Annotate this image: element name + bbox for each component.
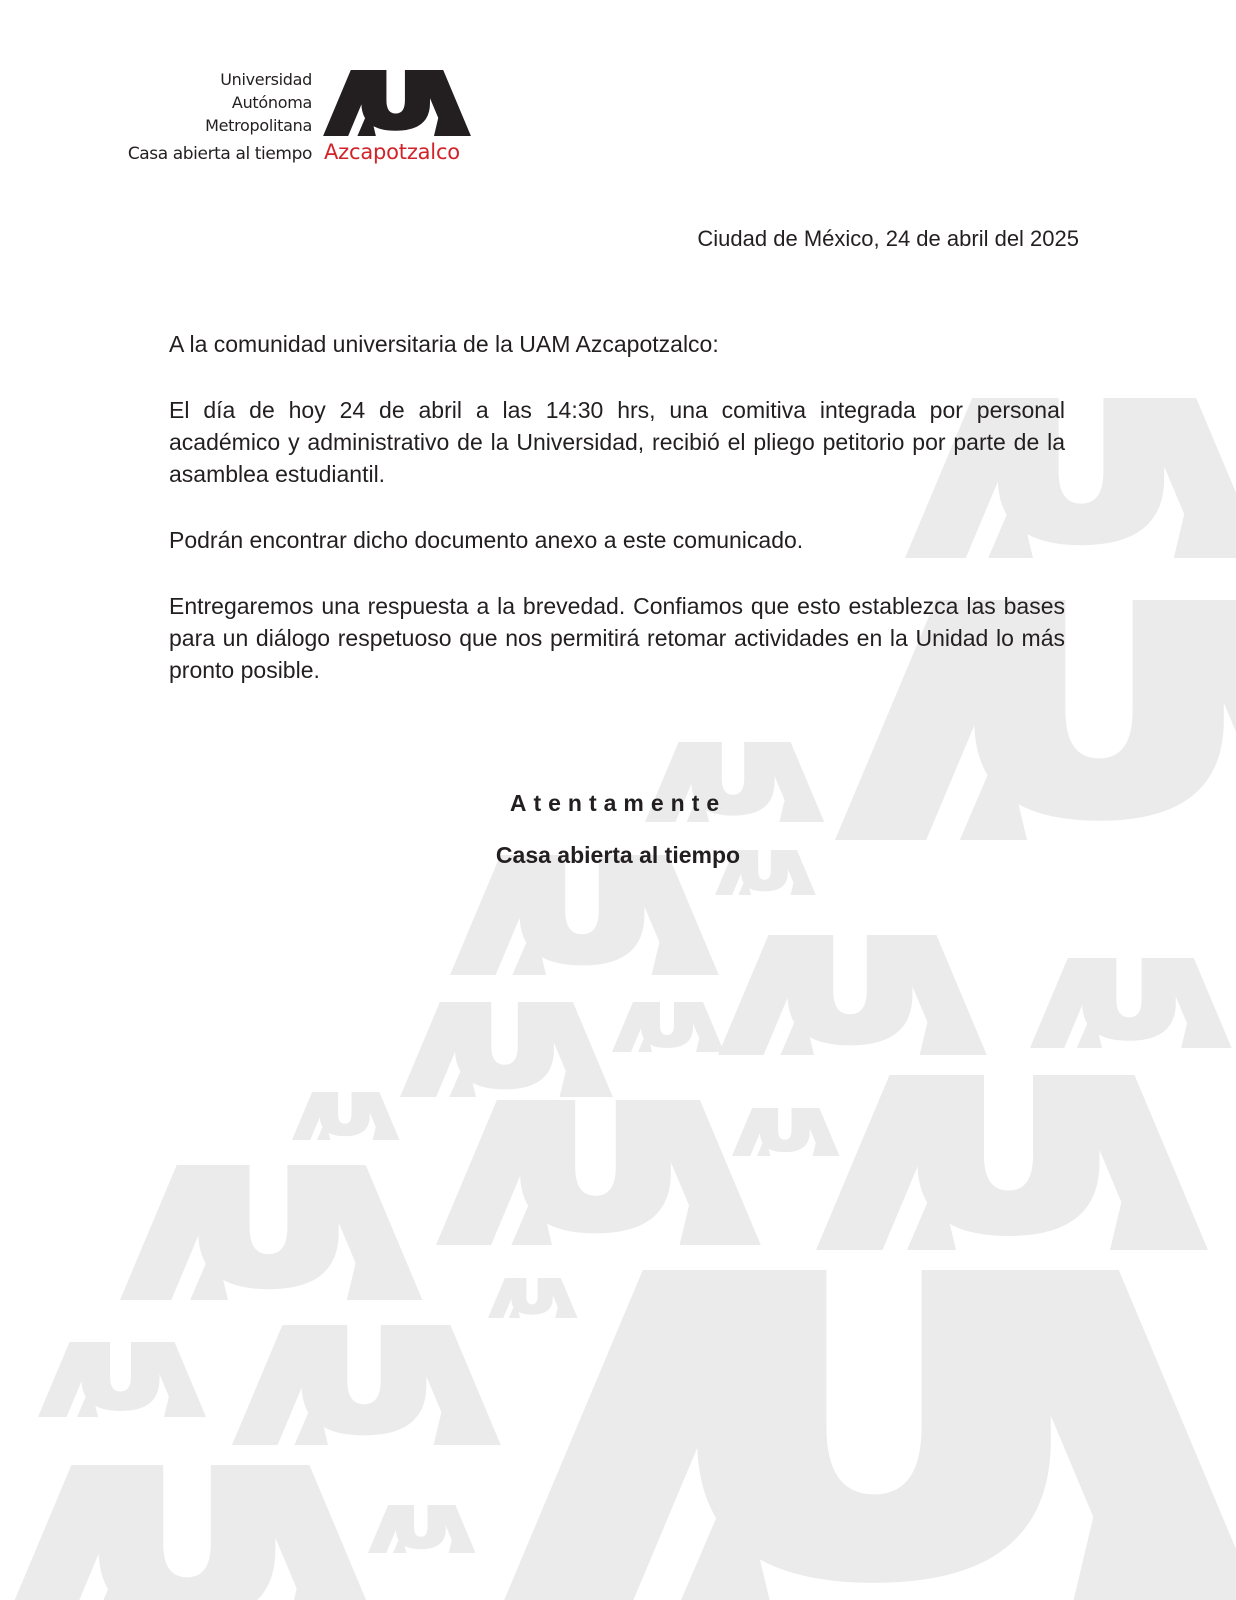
logo-unit-name: Azcapotzalco <box>324 140 460 164</box>
signature-motto: Casa abierta al tiempo <box>495 842 741 868</box>
university-name-line-3: Metropolitana <box>205 116 312 135</box>
letter-paragraph: Podrán encontrar dicho documento anexo a este comunicado. <box>169 527 804 553</box>
letter-greeting: A la comunidad universitaria de la UAM Azcapotzalco: <box>169 331 719 357</box>
letter-paragraph: El día de hoy 24 de abril a las 14:30 hrs, una comitiva integrada por personal académico y administrativo de la Universidad, recibió el pliego petitorio por parte de la asamblea estudiantil. <box>169 397 1065 487</box>
letter-paragraph: Entregaremos una respuesta a la brevedad. Confiamos que esto establezca las bases para un diálogo respetuoso que nos permitirá retomar actividades en la Unidad lo más pronto posible. <box>169 593 1065 683</box>
letter-closing: Atentamente <box>509 790 727 816</box>
logo-motto: Casa abierta al tiempo <box>127 144 312 164</box>
letter-body <box>169 328 1065 686</box>
uam-logo-icon <box>322 70 472 136</box>
university-name-line-2: Autónoma <box>231 93 312 112</box>
university-name-line-1: Universidad <box>220 70 312 89</box>
letter-date: Ciudad de México, 24 de abril del 2025 <box>697 226 1079 251</box>
university-name <box>205 68 312 137</box>
